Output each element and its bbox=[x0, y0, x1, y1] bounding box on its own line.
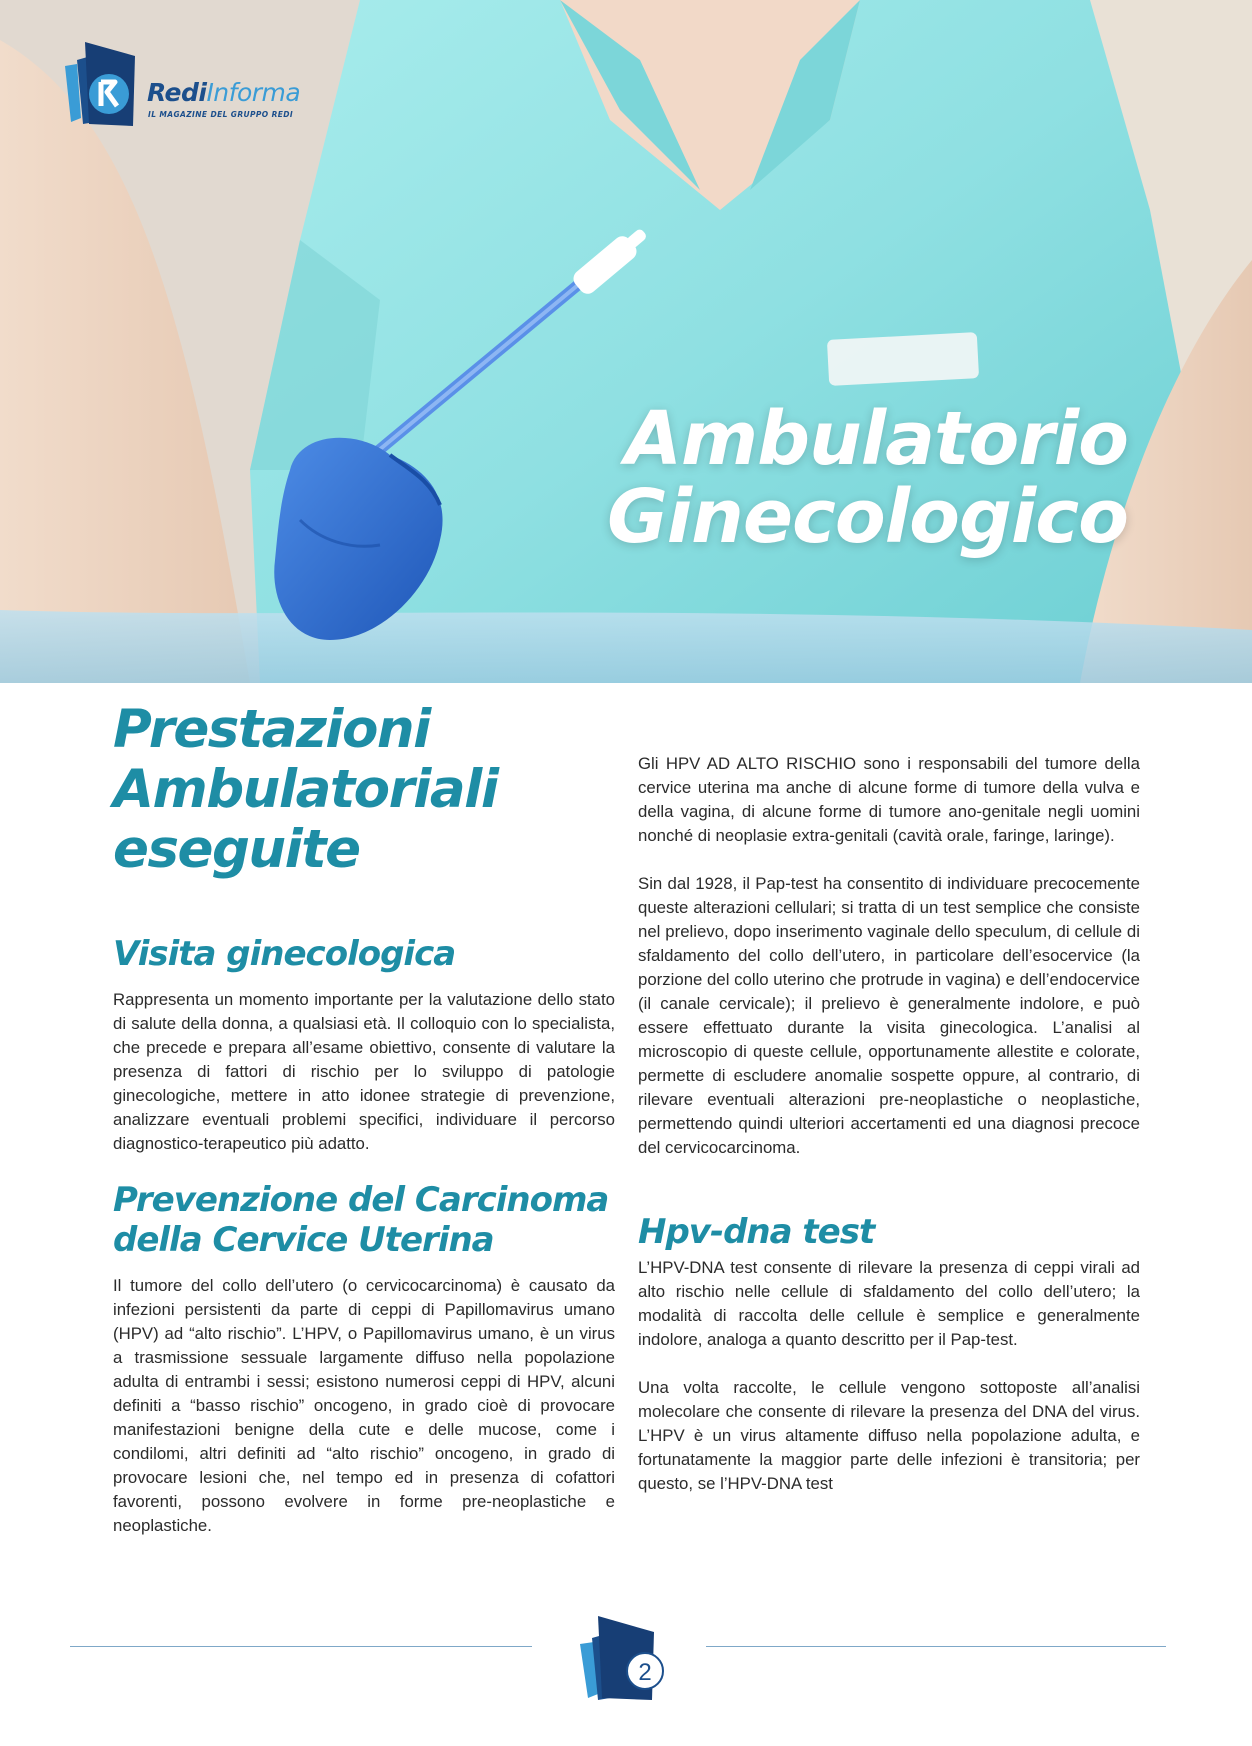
footer-divider-left bbox=[70, 1646, 532, 1647]
hero-photo bbox=[0, 0, 1252, 683]
hpvdna-heading: Hpv-dna test bbox=[638, 1212, 875, 1252]
hpvdna-paragraph-2: Una volta raccolte, le cellule vengono sottoposte all’analisi molecolare che consente di rilevare la presenza del DNA del virus. L’HPV è un virus altamente diffuso nella popolazione adulta, e fortunatamente la maggior parte delle infezioni è transitoria; per questo, se l’HPV-DNA test bbox=[638, 1378, 1140, 1493]
prevenzione-heading bbox=[113, 1180, 615, 1260]
visita-paragraph: Rappresenta un momento importante per la valutazione dello stato di salute della donna, a qualsiasi età. Il colloquio con lo specialista, che precede e prepara all’esame obiettivo, consente di valutare la presenza di fattori di rischio per lo sviluppo di patologie ginecologiche, mettere in atto idonee strategie di prevenzione, analizzare eventuali problemi specifici, individuare il percorso diagnostico-terapeutico più adatto. bbox=[113, 990, 615, 1153]
footer-divider-right bbox=[706, 1646, 1166, 1647]
main-title-line1: Prestazioni bbox=[113, 699, 430, 760]
pap-test-paragraph: Sin dal 1928, il Pap-test ha consentito di individuare precocemente queste alterazioni cellulari; si tratta di un test semplice che consiste nel prelievo, dopo inserimento vaginale dello speculum, di cellule di sfaldamento del collo dell’utero, in particolare dell’esocervice (la porzione del collo uterino che protrude in vagina) e dell’endocervice (il canale cervicale); il prelievo è generalmente indolore, e può essere effettuato durante la visita ginecologica. L’analisi al microscopio di queste cellule, opportunamente allestite e colorate, permette di escludere anomalie sospette oppure, al contrario, di rilevare eventuali alterazioni pre-neoplastiche o neoplastiche, permettendo quindi ulteriori accertamenti ed una diagnosi precoce del cervicocarcinoma. bbox=[638, 874, 1140, 1157]
hpv-alto-rischio-paragraph: Gli HPV AD ALTO RISCHIO sono i responsabili del tumore della cervice uterina ma anche di alcune forme di tumore della vulva e della vagina, di alcune forme di tumore ano-genitale negli uomini nonché di neoplasie extra-genitali (cavità orale, faringe, laringe). bbox=[638, 754, 1140, 845]
redi-logo-mark-icon bbox=[55, 38, 145, 128]
prevenzione-heading-line2: della Cervice Uterina bbox=[113, 1220, 494, 1260]
hero-title-line1: Ambulatorio bbox=[624, 396, 1128, 482]
logo-tagline: IL MAGAZINE DEL GRUPPO REDI bbox=[148, 110, 294, 119]
main-title bbox=[113, 700, 615, 880]
redi-informa-logo bbox=[55, 38, 315, 128]
visita-heading: Visita ginecologica bbox=[113, 934, 456, 974]
left-column bbox=[113, 700, 615, 1538]
main-title-line2: Ambulatoriali bbox=[113, 759, 498, 820]
hpvdna-paragraph-1: L’HPV-DNA test consente di rilevare la presenza di ceppi virali ad alto rischio nelle cellule di sfaldamento del collo dell’utero; la modalità di raccolta delle cellule è semplice e generalmente indolore, analoga a quanto descritto per il Pap-test. bbox=[638, 1258, 1140, 1349]
right-column bbox=[638, 700, 1140, 1496]
prevenzione-paragraph: Il tumore del collo dell’utero (o cervicocarcinoma) è causato da infezioni persistenti da parte di ceppi di Papillomavirus umano (HPV) ad “alto rischio”. L’HPV, o Papillomavirus umano, è un virus a trasmissione sessuale largamente diffuso nella popolazione adulta di entrambi i sessi; esistono numerosi ceppi di HPV, alcuni definiti a “basso rischio” oncogeno, in grado cioè di provocare manifestazioni benigne della cute e delle mucose, come i condilomi, altri definiti ad “alto rischio” oncogeno, in grado di provocare lesioni che, nel tempo ed in presenza di cofattori favorenti, possono evolvere in forme pre-neoplastiche e neoplastiche. bbox=[113, 1276, 615, 1535]
hero-title-line2: Ginecologico bbox=[607, 474, 1128, 560]
logo-brand-name: RediInforma bbox=[147, 78, 301, 107]
main-title-line3: eseguite bbox=[113, 819, 360, 880]
prevenzione-heading-line1: Prevenzione del Carcinoma bbox=[113, 1180, 609, 1220]
page-number: 2 bbox=[626, 1652, 664, 1690]
hero-title bbox=[428, 396, 1128, 560]
